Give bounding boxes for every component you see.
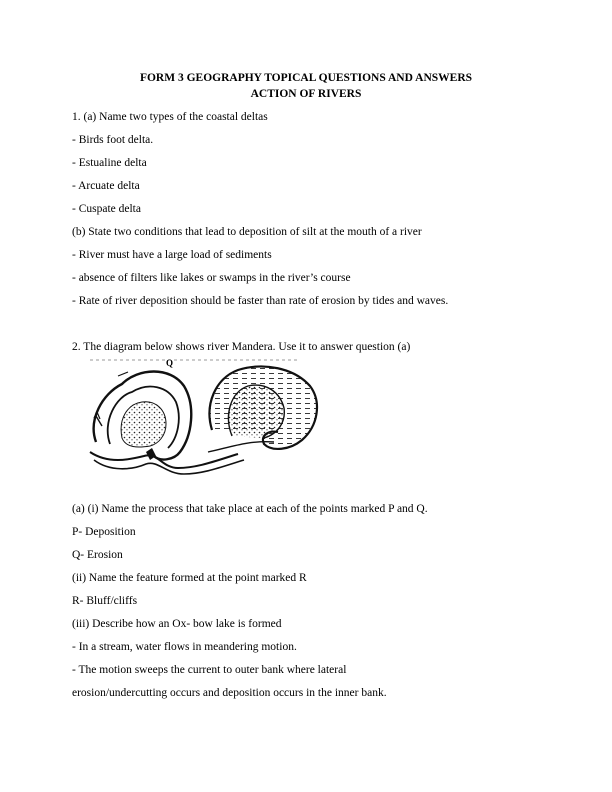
answer-line: - Rate of river deposition should be faster than rate of erosion by tides and waves. bbox=[72, 295, 449, 307]
answer-line: - The motion sweeps the current to outer bank where lateral bbox=[72, 664, 347, 676]
answer-line: - Cuspate delta bbox=[72, 203, 141, 215]
question-2a-i: (a) (i) Name the process that take place at each of the points marked P and Q. bbox=[72, 503, 428, 515]
answer-line: - River must have a large load of sediments bbox=[72, 249, 272, 261]
answer-line: - Arcuate delta bbox=[72, 180, 140, 192]
question-2-intro: 2. The diagram below shows river Mandera. Use it to answer question (a) bbox=[72, 341, 411, 353]
document-title: FORM 3 GEOGRAPHY TOPICAL QUESTIONS AND ANSWERS bbox=[139, 72, 473, 84]
question-1b: (b) State two conditions that lead to deposition of silt at the mouth of a river bbox=[72, 226, 422, 238]
answer-line: - In a stream, water flows in meandering motion. bbox=[72, 641, 297, 653]
answer-line: - absence of filters like lakes or swamps in the river’s course bbox=[72, 272, 351, 284]
question-2a-iii: (iii) Describe how an Ox- bow lake is formed bbox=[72, 618, 282, 630]
diagram-label-q: Q bbox=[166, 358, 174, 368]
answer-line: Q- Erosion bbox=[72, 549, 123, 561]
answer-line: P- Deposition bbox=[72, 526, 136, 538]
answer-line: R- Bluff/cliffs bbox=[72, 595, 138, 607]
river-meander-diagram bbox=[88, 356, 324, 476]
document-subtitle: ACTION OF RIVERS bbox=[250, 88, 362, 100]
answer-line: - Estualine delta bbox=[72, 157, 147, 169]
answer-line: - Birds foot delta. bbox=[72, 134, 154, 146]
question-1a: 1. (a) Name two types of the coastal deltas bbox=[72, 111, 268, 123]
question-2a-ii: (ii) Name the feature formed at the point marked R bbox=[72, 572, 307, 584]
answer-line: erosion/undercutting occurs and deposition occurs in the inner bank. bbox=[72, 687, 387, 699]
